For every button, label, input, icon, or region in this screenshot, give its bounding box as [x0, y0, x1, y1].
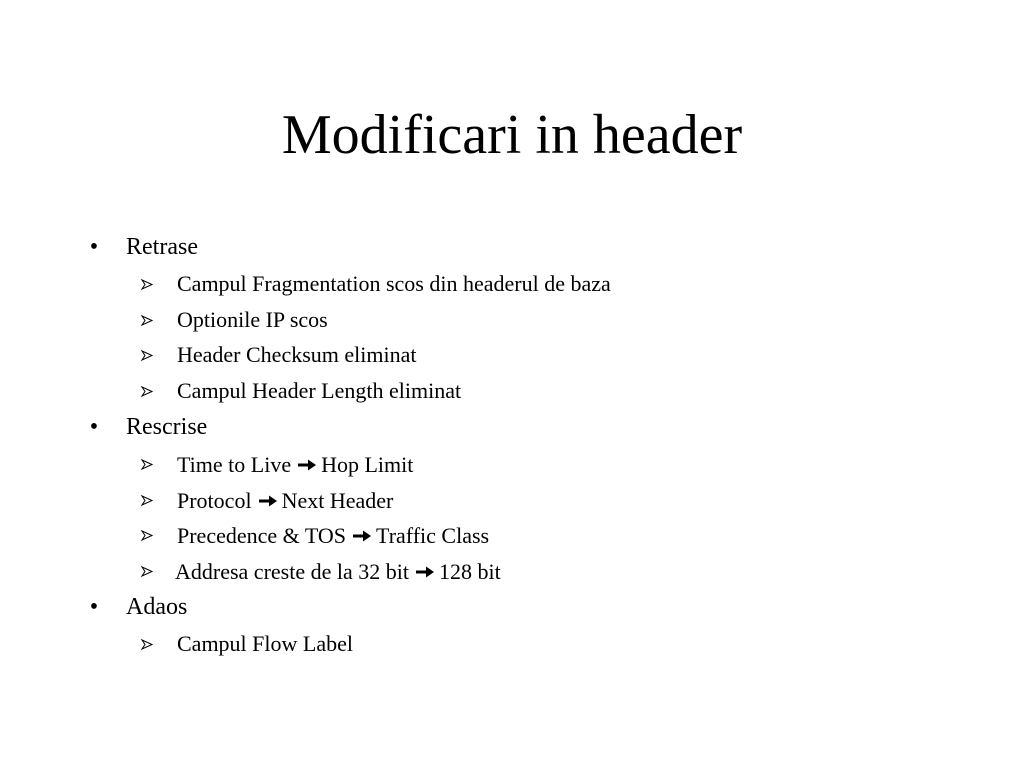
bullet-icon: • [89, 414, 99, 440]
right-arrow-icon [352, 517, 372, 529]
list-item-text: Optionile IP scos [177, 306, 328, 332]
section-label: Retrase [126, 234, 198, 260]
list-item-text: Campul Header Length eliminat [177, 377, 462, 403]
arrowhead-bullet-icon [140, 337, 154, 373]
list-item [84, 626, 984, 662]
field-old-name: Precedence & TOS [177, 523, 347, 548]
arrowhead-bullet-icon [140, 373, 154, 409]
right-arrow-icon [415, 553, 435, 565]
arrowhead-bullet-icon [140, 482, 154, 518]
list-item-text [177, 517, 489, 554]
list-item-text [175, 553, 501, 590]
field-new-name: 128 bit [438, 558, 501, 584]
right-arrow-icon [258, 482, 278, 494]
arrowhead-bullet-icon [140, 553, 154, 589]
field-old-name: Time to Live [177, 452, 292, 477]
slide-title: Modificari in header [281, 104, 743, 166]
list-item-text: Header Checksum eliminat [177, 342, 417, 367]
section-rescrise [84, 408, 984, 446]
list-item [84, 337, 984, 373]
list-item [84, 482, 984, 518]
list-item-text [177, 482, 393, 519]
list-item [84, 446, 984, 482]
list-item [84, 266, 984, 302]
section-adaos [84, 588, 984, 626]
list-item [84, 373, 984, 409]
field-old-name: Addresa creste de la 32 bit [175, 558, 409, 584]
list-item-text: Campul Flow Label [177, 631, 353, 656]
arrowhead-bullet-icon [140, 626, 154, 662]
section-retrase [84, 228, 984, 266]
field-old-name: Protocol [177, 487, 252, 513]
section-label: Adaos [126, 594, 188, 620]
arrowhead-bullet-icon [140, 446, 154, 482]
list-item-text [177, 446, 413, 483]
list-item [84, 553, 984, 589]
field-new-name: Hop Limit [321, 452, 414, 477]
list-item [84, 302, 984, 338]
arrowhead-bullet-icon [140, 302, 154, 338]
list-item [84, 517, 984, 553]
bullet-icon: • [89, 234, 99, 260]
arrowhead-bullet-icon [140, 266, 154, 302]
arrowhead-bullet-icon [140, 517, 154, 553]
field-new-name: Traffic Class [376, 523, 490, 548]
field-new-name: Next Header [281, 487, 394, 513]
section-label: Rescrise [126, 414, 208, 440]
list-item-text: Campul Fragmentation scos din headerul de baza [177, 271, 611, 296]
slide-content [84, 228, 984, 662]
right-arrow-icon [297, 446, 317, 458]
bullet-icon: • [89, 594, 99, 620]
